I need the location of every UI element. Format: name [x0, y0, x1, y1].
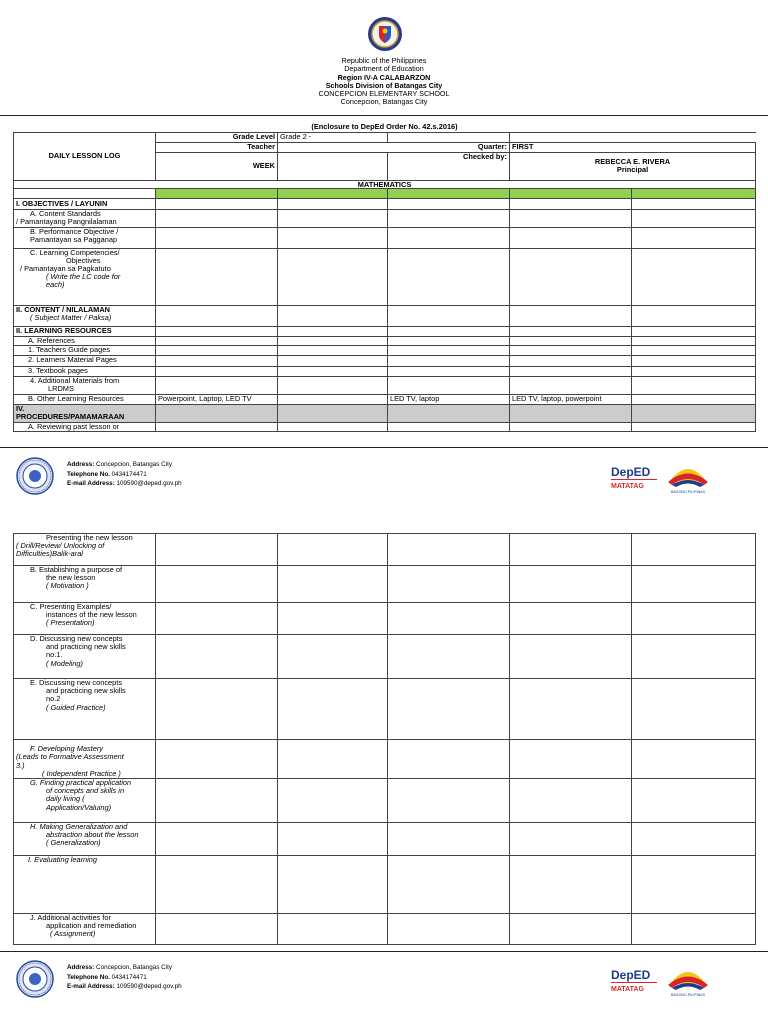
learners-material-label: 2. Learners Material Pages	[14, 355, 156, 366]
table-row	[14, 566, 756, 603]
grade-level-value: Grade 2 -	[278, 132, 388, 142]
quarter-label: Quarter:	[278, 142, 510, 152]
table-row	[14, 603, 756, 635]
additional-activities-label: J. Additional activities for application and remediation ( Assignment)	[14, 914, 156, 945]
header-department: Department of Education	[344, 64, 424, 74]
evaluating-learning-label: I. Evaluating learning	[14, 856, 156, 914]
discussing-concepts-1-label: D. Discussing new concepts and practicing new skills no.1. ( Modeling)	[14, 635, 156, 679]
table-row	[14, 198, 756, 209]
table-row	[14, 366, 756, 376]
teachers-guide-label: 1. Teachers Guide pages	[14, 345, 156, 355]
header-school: CONCEPCION ELEMENTARY SCHOOL	[318, 89, 450, 99]
table-row	[14, 345, 756, 355]
page2-bottom-divider	[0, 951, 768, 952]
svg-text:MATATAG: MATATAG	[611, 986, 644, 993]
establishing-purpose-label: B. Establishing a purpose of the new lesson ( Motivation )	[14, 566, 156, 603]
deped-matatag-logo-icon	[609, 461, 659, 493]
procedures-row	[14, 404, 756, 422]
deped-seal-icon	[367, 16, 403, 52]
checked-by-label: Checked by:	[388, 152, 510, 180]
grade-level-label: Grade Level	[156, 132, 278, 142]
checker-block	[510, 152, 756, 180]
lesson-log-table-page2	[13, 533, 756, 945]
textbook-pages-label: 3. Textbook pages	[14, 366, 156, 376]
content-standards-label: A. Content Standards / Pamantayang Pangnilalaman	[14, 209, 156, 227]
checker-title: Principal	[616, 165, 649, 174]
other-resources-day4: LED TV, laptop, powerpoint	[510, 394, 632, 404]
developing-mastery-label: F. Developing Mastery (Leads to Formative Assessment 3.) ( Independent Practice )	[14, 740, 156, 779]
school-logo-icon	[16, 457, 54, 495]
table-row	[14, 635, 756, 679]
header-republic: Republic of the Philippines	[341, 56, 427, 65]
practical-application-label: G. Finding practical application of concepts and skills in daily living ( Application/Valuing)	[14, 779, 156, 823]
other-resources-label: B. Other Learning Resources	[14, 394, 156, 404]
table-row	[14, 305, 756, 326]
form-title: DAILY LESSON LOG	[14, 132, 156, 180]
footer-telephone: 0434174471	[111, 973, 147, 981]
lesson-log-table-page1	[13, 123, 756, 432]
deped-matatag-logo-icon	[609, 964, 659, 996]
learning-competencies-label: C. Learning Competencies/ Objectives / Pamantayan sa Pagkatuto ( Write the LC code for each)	[14, 248, 156, 305]
page-footer	[0, 958, 768, 1002]
page-footer	[0, 455, 768, 499]
generalization-label: H. Making Generalization and abstraction about the lesson ( Generalization)	[14, 823, 156, 856]
presenting-examples-label: C. Presenting Examples/ instances of the new lesson ( Presentation)	[14, 603, 156, 635]
table-row	[14, 422, 756, 431]
presenting-new-lesson-label: Presenting the new lesson ( Drill/Review/ Unlocking of Difficulties)Balik-aral	[14, 534, 156, 566]
grade-blank	[388, 132, 510, 142]
content-label: II. CONTENT / NILALAMAN ( Subject Matter / Paksa)	[14, 305, 156, 326]
objectives-heading: I. OBJECTIVES / LAYUNIN	[14, 198, 156, 209]
performance-objective-label: B. Performance Objective / Pamantayan sa Pagganap	[14, 227, 156, 248]
footer-contact: Address: Concepcion, Batangas City Telephone No. 0434174471 E-mail Address: 109590@deped.gov.ph	[67, 461, 182, 487]
svg-text:MATATAG: MATATAG	[611, 483, 644, 490]
subject-title: MATHEMATICS	[14, 180, 756, 188]
table-row	[14, 227, 756, 248]
table-row	[14, 914, 756, 945]
table-row	[14, 355, 756, 366]
table-row	[14, 856, 756, 914]
footer-contact: Address: Concepcion, Batangas City Telephone No. 0434174471 E-mail Address: 109590@deped.gov.ph	[67, 964, 182, 990]
table-row	[14, 336, 756, 345]
week-label: WEEK	[156, 152, 278, 180]
footer-address: Concepcion, Batangas City	[96, 964, 173, 971]
header-divider	[0, 115, 768, 116]
svg-text:BAGONG PILIPINAS: BAGONG PILIPINAS	[671, 993, 705, 997]
reviewing-label: A. Reviewing past lesson or	[14, 422, 156, 431]
table-row	[14, 326, 756, 336]
week-blank	[278, 152, 388, 180]
school-header	[0, 57, 768, 107]
learning-resources-heading: II. LEARNING RESOURCES	[14, 326, 156, 336]
school-logo-icon	[16, 960, 54, 998]
header-region: Region IV-A CALABARZON	[337, 72, 431, 82]
table-row	[14, 740, 756, 779]
table-row	[14, 394, 756, 404]
svg-text:DepED: DepED	[611, 465, 651, 479]
bagong-pilipinas-logo-icon	[664, 455, 712, 495]
page1-bottom-divider	[0, 447, 768, 448]
table-row	[14, 209, 756, 227]
green-band-row	[14, 188, 756, 198]
teacher-label: Teacher	[156, 142, 278, 152]
table-row	[14, 376, 756, 394]
svg-text:DepED: DepED	[611, 968, 651, 982]
header-division: Schools Division of Batangas City	[325, 80, 443, 90]
enclosure-note: (Enclosure to DepEd Order No. 42.s.2016)	[14, 123, 756, 132]
footer-telephone: 0434174471	[111, 470, 147, 478]
discussing-concepts-2-label: E. Discussing new concepts and practicing new skills no.2 ( Guided Practice)	[14, 679, 156, 740]
header-location: Concepcion, Batangas City	[340, 97, 428, 107]
top-right-blank	[510, 132, 756, 142]
procedures-heading: IV. PROCEDURES/PAMAMARAAN	[14, 404, 156, 422]
additional-materials-label: 4. Additional Materials from LRDMS	[14, 376, 156, 394]
table-row	[14, 248, 756, 305]
other-resources-day1: Powerpoint, Laptop, LED TV	[156, 394, 278, 404]
references-label: A. References	[14, 336, 156, 345]
bagong-pilipinas-logo-icon	[664, 958, 712, 998]
footer-email: 109590@deped.gov.ph	[116, 983, 182, 990]
checker-name: REBECCA E. RIVERA	[594, 156, 671, 166]
table-row	[14, 679, 756, 740]
footer-email: 109590@deped.gov.ph	[116, 480, 182, 487]
footer-address: Concepcion, Batangas City	[96, 461, 173, 468]
table-row	[14, 779, 756, 823]
svg-text:BAGONG PILIPINAS: BAGONG PILIPINAS	[671, 490, 705, 494]
table-row	[14, 534, 756, 566]
table-row	[14, 823, 756, 856]
quarter-value: FIRST	[510, 142, 756, 152]
other-resources-day3: LED TV, laptop	[388, 394, 510, 404]
